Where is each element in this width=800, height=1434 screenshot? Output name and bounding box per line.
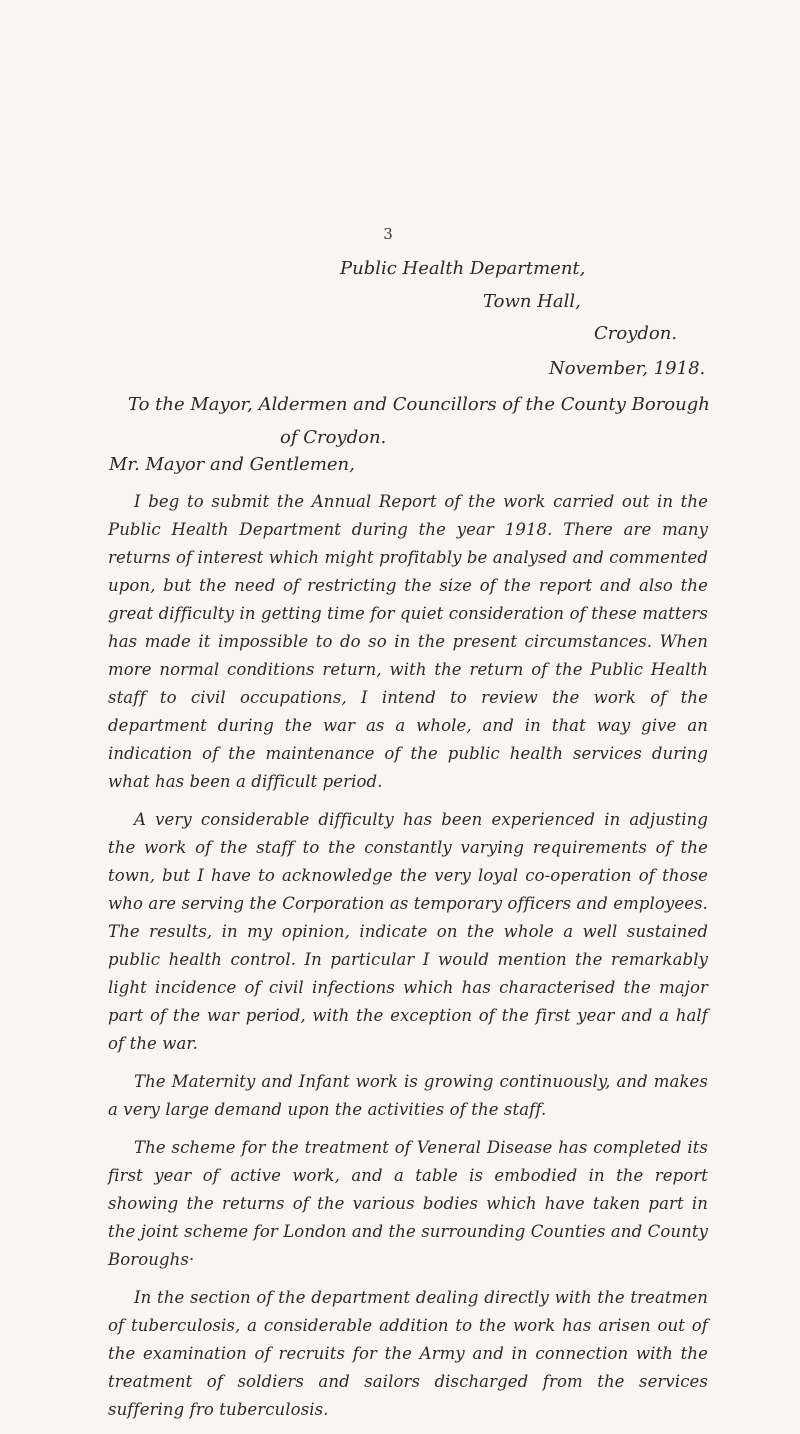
- address-department: Public Health Department,: [340, 258, 586, 279]
- greeting: Mr. Mayor and Gentlemen,: [109, 454, 355, 475]
- paragraph-annual-report: I beg to submit the Annual Report of the work carried out in the Public Health Department during the year 1918. There are many returns of interest which might profitably be analysed and commented upon, but the need of restricting the size of the report and also the great difficulty in getting time for quiet consideration of these matters has made it impossible to do so in the present circumstances. When more normal conditions return, with the return of the Public Health staff to civil occupations, I intend to review the work of the department during the war as a whole, and in that way give an indication of the maintenance of the public health services during what has been a difficult period.: [108, 492, 708, 791]
- paragraph-maternity: The Maternity and Infant work is growing continuously, and makes a very large demand upon the activities of the staff.: [108, 1072, 708, 1119]
- address-date: November, 1918.: [549, 358, 706, 379]
- paragraph-veneral-disease: The scheme for the treatment of Veneral Disease has completed its first year of active work, and a table is embodied in the report showing the returns of the various bodies which have taken part in the joint scheme for London and the surrounding Counties and County Boroughs·: [108, 1138, 708, 1269]
- page-number: 3: [383, 225, 393, 243]
- letter-body: [108, 488, 708, 1434]
- salutation-line-1: To the Mayor, Aldermen and Councillors of the County Borough: [128, 394, 710, 415]
- paragraph-staff-difficulty: A very considerable difficulty has been experienced in adjusting the work of the staff to the constantly varying requirements of the town, but I have to acknowledge the very loyal co-operation of those who are serving the Corporation as temporary officers and employees. The results, in my opinion, indicate on the whole a well sustained public health control. In particular I would mention the remarkably light incidence of civil infections which has characterised the major part of the war period, with the exception of the first year and a half of the war.: [108, 810, 708, 1053]
- paragraph-tuberculosis: In the section of the department dealing directly with the treatmen of tuberculosis, a considerable addition to the work has arisen out of the examination of recruits for the Army and in connection with the treatment of soldiers and sailors discharged from the services suffering fro tuberculosis.: [108, 1288, 708, 1419]
- salutation-line-2: of Croydon.: [280, 427, 387, 448]
- address-building: Town Hall,: [483, 291, 581, 312]
- salutation: [128, 388, 728, 454]
- address-town: Croydon.: [594, 323, 678, 344]
